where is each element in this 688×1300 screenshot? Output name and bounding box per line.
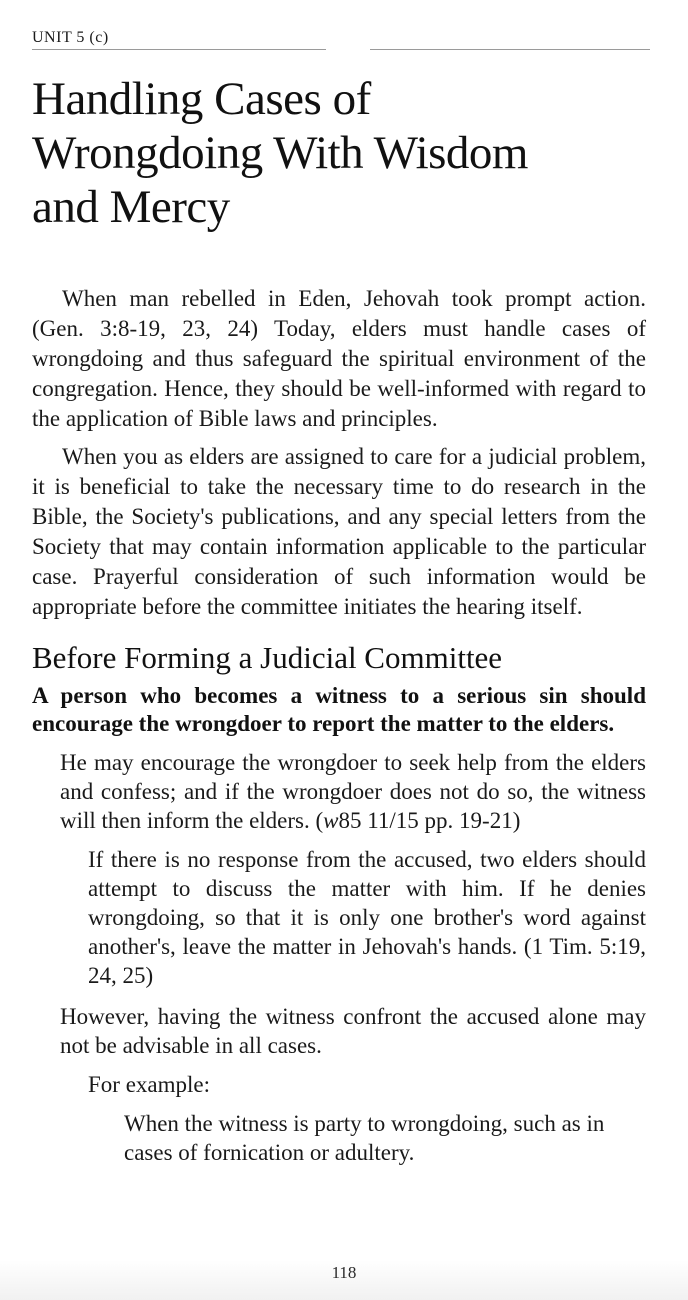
header-rule-right xyxy=(370,49,650,50)
page-number: 118 xyxy=(331,1263,357,1282)
example-label: For example: xyxy=(88,1072,210,1097)
article-body xyxy=(32,284,646,1167)
intro-paragraph: When man rebelled in Eden, Jehovah took prompt action. (Gen. 3:8-19, 23, 24) Today, elders must handle cases of wrongdoing and thus safeguard the spiritual environment of the congregation. Hence, they should be well-informed with regard to the application of Bible laws and principles. xyxy=(32,286,646,431)
unit-label: UNIT 5 (c) xyxy=(32,29,109,46)
header-rule-left xyxy=(32,49,326,50)
research-paragraph: When you as elders are assigned to care for a judicial problem, it is beneficial to take the necessary time to do research in the Bible, the Society's publications, and any special letters from the Society that may contain information applicable to the particular case. Prayerful consideration of such information would be appropriate before the committee initiates the hearing itself. xyxy=(32,444,646,619)
watchtower-ref: 85 11/15 pp. 19-21) xyxy=(338,808,521,833)
title-line: and Mercy xyxy=(32,181,230,233)
watchtower-ref-abbrev: w xyxy=(323,808,339,833)
title-line: Handling Cases of xyxy=(32,73,371,125)
witness-paragraph xyxy=(60,748,646,835)
page-title xyxy=(32,72,652,234)
running-header xyxy=(32,29,650,51)
title-line: Wrongdoing With Wisdom xyxy=(32,127,528,179)
section-heading: Before Forming a Judicial Committee xyxy=(32,640,503,675)
caution-paragraph: However, having the witness confront the accused alone may not be advisable in all cases. xyxy=(60,1004,646,1058)
key-point: A person who becomes a witness to a serious sin should encourage the wrongdoer to report the matter to the elders. xyxy=(32,683,646,736)
no-response-paragraph: If there is no response from the accused, two elders should attempt to discuss the matter with him. If he denies wrongdoing, so that it is only one brother's word against another's, leave the matter in Jehovah's hands. (1 Tim. 5:19, 24, 25) xyxy=(88,847,646,988)
example-text: When the witness is party to wrongdoing, such as in cases of fornication or adultery. xyxy=(124,1111,605,1165)
witness-text: He may encourage the wrongdoer to seek help from the elders and confess; and if the wrongdoer does not do so, the witness will then inform the elders. ( xyxy=(60,750,646,833)
